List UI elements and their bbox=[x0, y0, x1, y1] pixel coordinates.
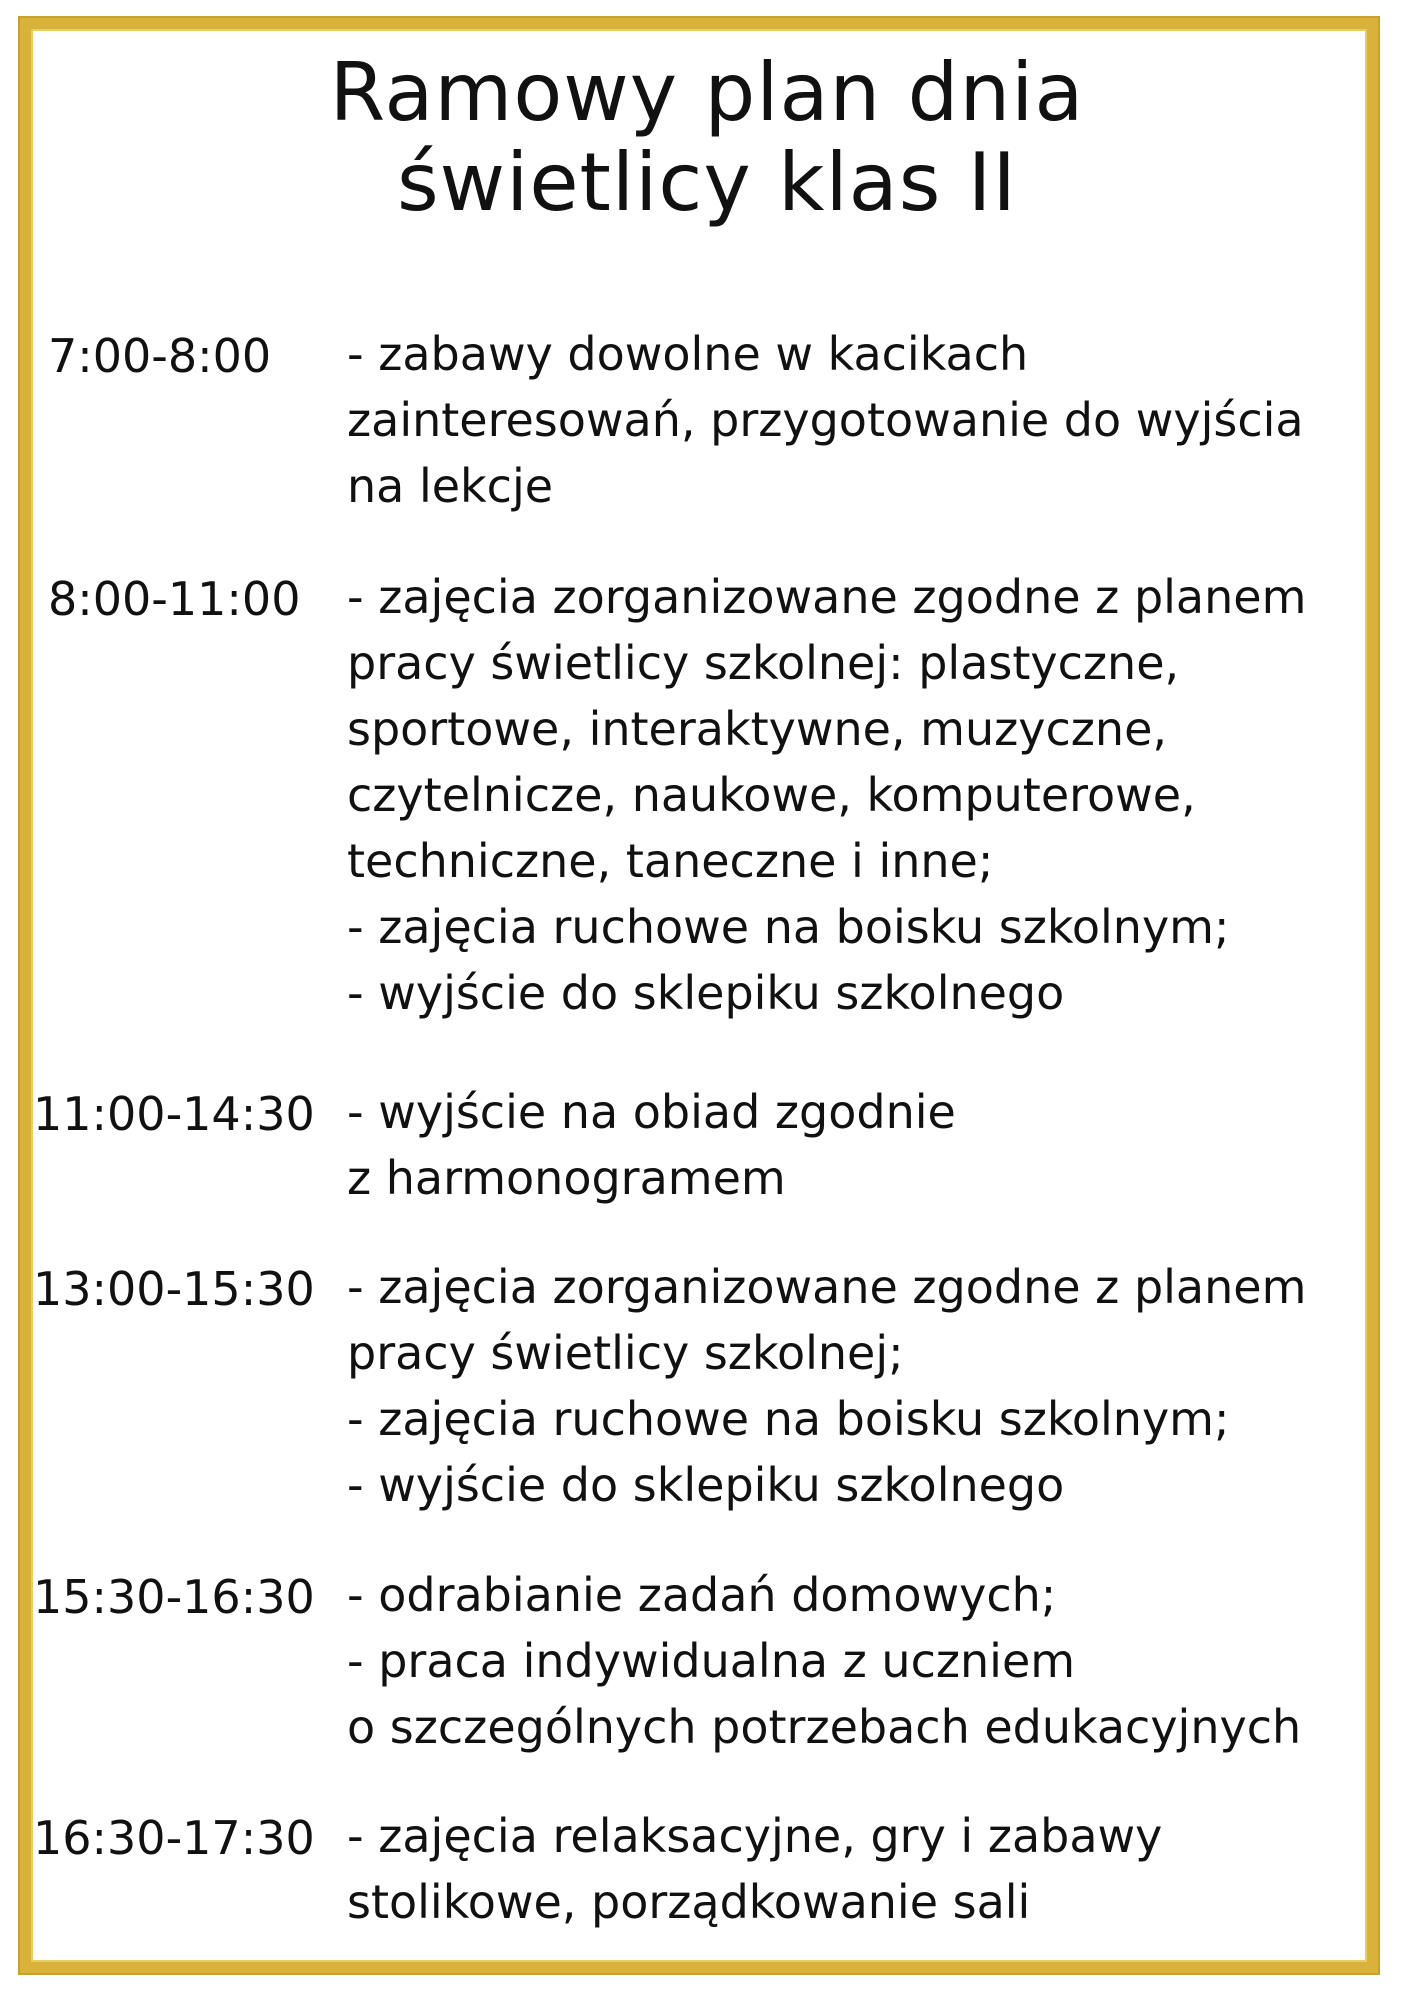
time-range: 16:30-17:30 bbox=[33, 1811, 315, 1865]
activity-line: z harmonogramem bbox=[347, 1151, 786, 1205]
activity-line: - wyjście do sklepiku szkolnego bbox=[347, 966, 1065, 1020]
activity-line: na lekcje bbox=[347, 459, 554, 513]
activity-description bbox=[347, 1079, 1347, 1211]
activity-line: pracy świetlicy szkolnej; bbox=[347, 1326, 904, 1380]
title-line-1: Ramowy plan dnia bbox=[329, 46, 1085, 139]
activity-description bbox=[347, 1803, 1347, 1935]
activity-line: techniczne, taneczne i inne; bbox=[347, 834, 994, 888]
activity-line: - zajęcia relaksacyjne, gry i zabawy bbox=[347, 1809, 1163, 1863]
activity-line: czytelnicze, naukowe, komputerowe, bbox=[347, 768, 1196, 822]
activity-description bbox=[347, 564, 1347, 1026]
activity-line: sportowe, interaktywne, muzyczne, bbox=[347, 702, 1168, 756]
activity-line: - zajęcia ruchowe na boisku szkolnym; bbox=[347, 1392, 1230, 1446]
time-range: 11:00-14:30 bbox=[33, 1087, 315, 1141]
time-range: 13:00-15:30 bbox=[33, 1262, 315, 1316]
time-range: 15:30-16:30 bbox=[33, 1570, 315, 1624]
page-title bbox=[0, 48, 1414, 228]
activity-line: - wyjście na obiad zgodnie bbox=[347, 1085, 956, 1139]
activity-line: - zajęcia ruchowe na boisku szkolnym; bbox=[347, 900, 1230, 954]
activity-line: zainteresowań, przygotowanie do wyjścia bbox=[347, 393, 1304, 447]
time-range: 8:00-11:00 bbox=[48, 572, 301, 626]
activity-line: - odrabianie zadań domowych; bbox=[347, 1568, 1057, 1622]
activity-line: - praca indywidualna z uczniem bbox=[347, 1634, 1076, 1688]
activity-line: stolikowe, porządkowanie sali bbox=[347, 1875, 1031, 1929]
title-line-2: świetlicy klas II bbox=[396, 136, 1017, 229]
activity-description bbox=[347, 1254, 1347, 1518]
activity-description bbox=[347, 1562, 1347, 1760]
activity-line: - zajęcia zorganizowane zgodne z planem bbox=[347, 1260, 1307, 1314]
activity-description bbox=[347, 321, 1347, 519]
activity-line: - zabawy dowolne w kacikach bbox=[347, 327, 1029, 381]
activity-line: - wyjście do sklepiku szkolnego bbox=[347, 1458, 1065, 1512]
time-range: 7:00-8:00 bbox=[48, 329, 272, 383]
activity-line: o szczególnych potrzebach edukacyjnych bbox=[347, 1700, 1302, 1754]
activity-line: - zajęcia zorganizowane zgodne z planem bbox=[347, 570, 1307, 624]
activity-line: pracy świetlicy szkolnej: plastyczne, bbox=[347, 636, 1180, 690]
